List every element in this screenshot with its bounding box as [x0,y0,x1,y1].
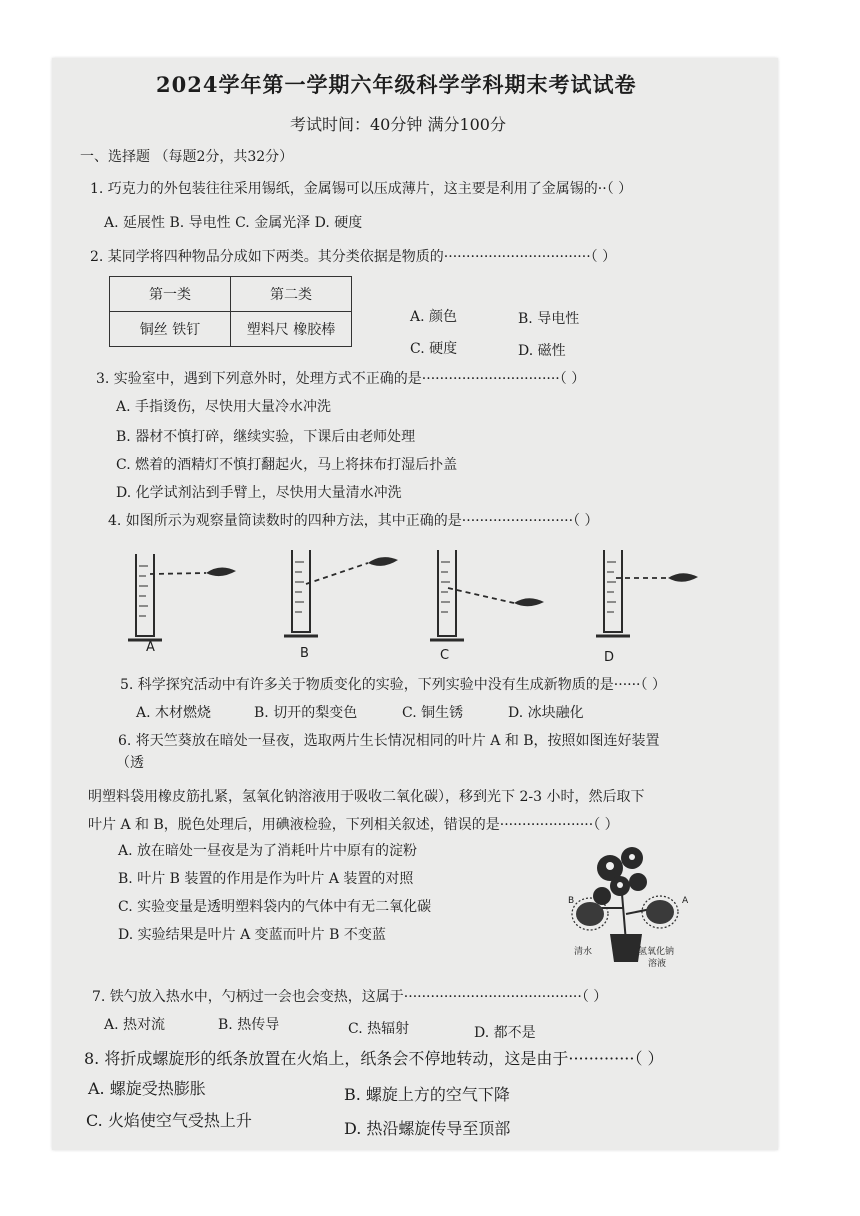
q7-option-c: C. 热辐射 [348,1021,410,1037]
q3-option-c: C. 燃着的酒精灯不慎打翻起火，马上将抹布打湿后扑盖 [116,457,458,473]
table-header: 第二类 [231,277,352,312]
exam-subtitle: 考试时间：40分钟 满分100分 [290,115,506,134]
q7-option-b: B. 热传导 [218,1017,280,1033]
q6-option-a: A. 放在暗处一昼夜是为了消耗叶片中原有的淀粉 [118,843,418,859]
q5-stem: 5. 科学探究活动中有许多关于物质变化的实验，下列实验中没有生成新物质的是······（ ） [120,677,666,693]
table-header: 第一类 [110,277,231,312]
fig-label-a: A [146,640,155,655]
q3-stem: 3. 实验室中，遇到下列意外时，处理方式不正确的是·······························（ ） [96,371,586,387]
q8-option-d: D. 热沿螺旋传导至顶部 [344,1119,511,1138]
fig-naoh-label: 氢氧化钠 [638,947,675,957]
cylinder-c [438,550,456,636]
eye-d-icon [668,573,698,582]
leaf-b [576,902,604,926]
q8-stem: 8. 将折成螺旋形的纸条放置在火焰上，纸条会不停地转动，这是由于·············（ ） [84,1049,664,1068]
eye-b-icon [368,557,398,566]
q1-stem: 1. 巧克力的外包装往往采用锡纸，金属锡可以压成薄片，这主要是利用了金属锡的··（ ） [90,181,633,197]
q6-option-b: B. 叶片 B 装置的作用是作为叶片 A 装置的对照 [118,871,414,887]
q6-line2: 明塑料袋用橡皮筋扎紧，氢氧化钠溶液用于吸收二氧化碳），移到光下 2-3 小时，然后取下 [88,789,645,805]
eye-c-icon [514,598,544,606]
q3-option-a: A. 手指烫伤，尽快用大量冷水冲洗 [116,399,332,415]
table-cell: 塑料尺 橡胶棒 [231,312,352,347]
exam-title: 2024学年第一学期六年级科学学科期末考试试卷 [156,72,637,97]
q6-option-d: D. 实验结果是叶片 A 变蓝而叶片 B 不变蓝 [118,927,386,943]
fig-label-d: D [604,650,615,665]
q5-option-d: D. 冰块融化 [508,705,584,721]
fig-leaf-a-label: A [682,896,689,906]
q6-option-c: C. 实验变量是透明塑料袋内的气体中有无二氧化碳 [118,899,432,915]
q2-stem: 2. 某同学将四种物品分成如下两类。其分类依据是物质的·································（ ） [90,249,617,265]
q5-option-c: C. 铜生锈 [402,705,464,721]
table-cell: 铜丝 铁钉 [110,312,231,347]
q6-line1: 6. 将天竺葵放在暗处一昼夜，选取两片生长情况相同的叶片 A 和 B，按照如图连好装置 [118,733,660,749]
q6-line1-continued: （透 [116,755,144,771]
fig-water-label: 清水 [574,947,593,957]
section-heading: 一、选择题 （每题2分，共32分） [80,149,294,165]
q2-option-c: C. 硬度 [410,341,458,357]
q2-option-d: D. 磁性 [518,343,566,359]
q8-option-a: A. 螺旋受热膨胀 [88,1079,206,1098]
q6-line3: 叶片 A 和 B，脱色处理后，用碘液检验，下列相关叙述，错误的是·····················（ ） [88,817,619,833]
q5-option-a: A. 木材燃烧 [136,705,212,721]
q3-option-b: B. 器材不慎打碎，继续实验，下课后由老师处理 [116,429,416,445]
eye-a-icon [206,567,236,576]
q1-options: A. 延展性 B. 导电性 C. 金属光泽 D. 硬度 [104,215,363,231]
q2-option-b: B. 导电性 [518,311,580,327]
fig-leaf-b-label: B [568,896,575,906]
q7-option-a: A. 热对流 [104,1017,166,1033]
q3-option-d: D. 化学试剂沾到手臂上，尽快用大量清水冲洗 [116,485,402,501]
fig-label-c: C [440,648,450,663]
q7-stem: 7. 铁勺放入热水中，勺柄过一会也会变热，这属于········································（ ） [92,989,608,1005]
fig-label-b: B [300,646,309,661]
classification-table [109,276,352,347]
q5-option-b: B. 切开的梨变色 [254,705,358,721]
measuring-cylinder-figure [110,540,730,670]
q4-stem: 4. 如图所示为观察量筒读数时的四种方法，其中正确的是·························（ ） [108,513,599,529]
q8-option-b: B. 螺旋上方的空气下降 [344,1085,510,1104]
fig-naoh-label-2: 溶液 [648,959,667,969]
q7-option-d: D. 都不是 [474,1025,536,1041]
leaf-a [646,900,674,924]
q8-option-c: C. 火焰使空气受热上升 [86,1111,252,1130]
q2-option-a: A. 颜色 [410,309,458,325]
